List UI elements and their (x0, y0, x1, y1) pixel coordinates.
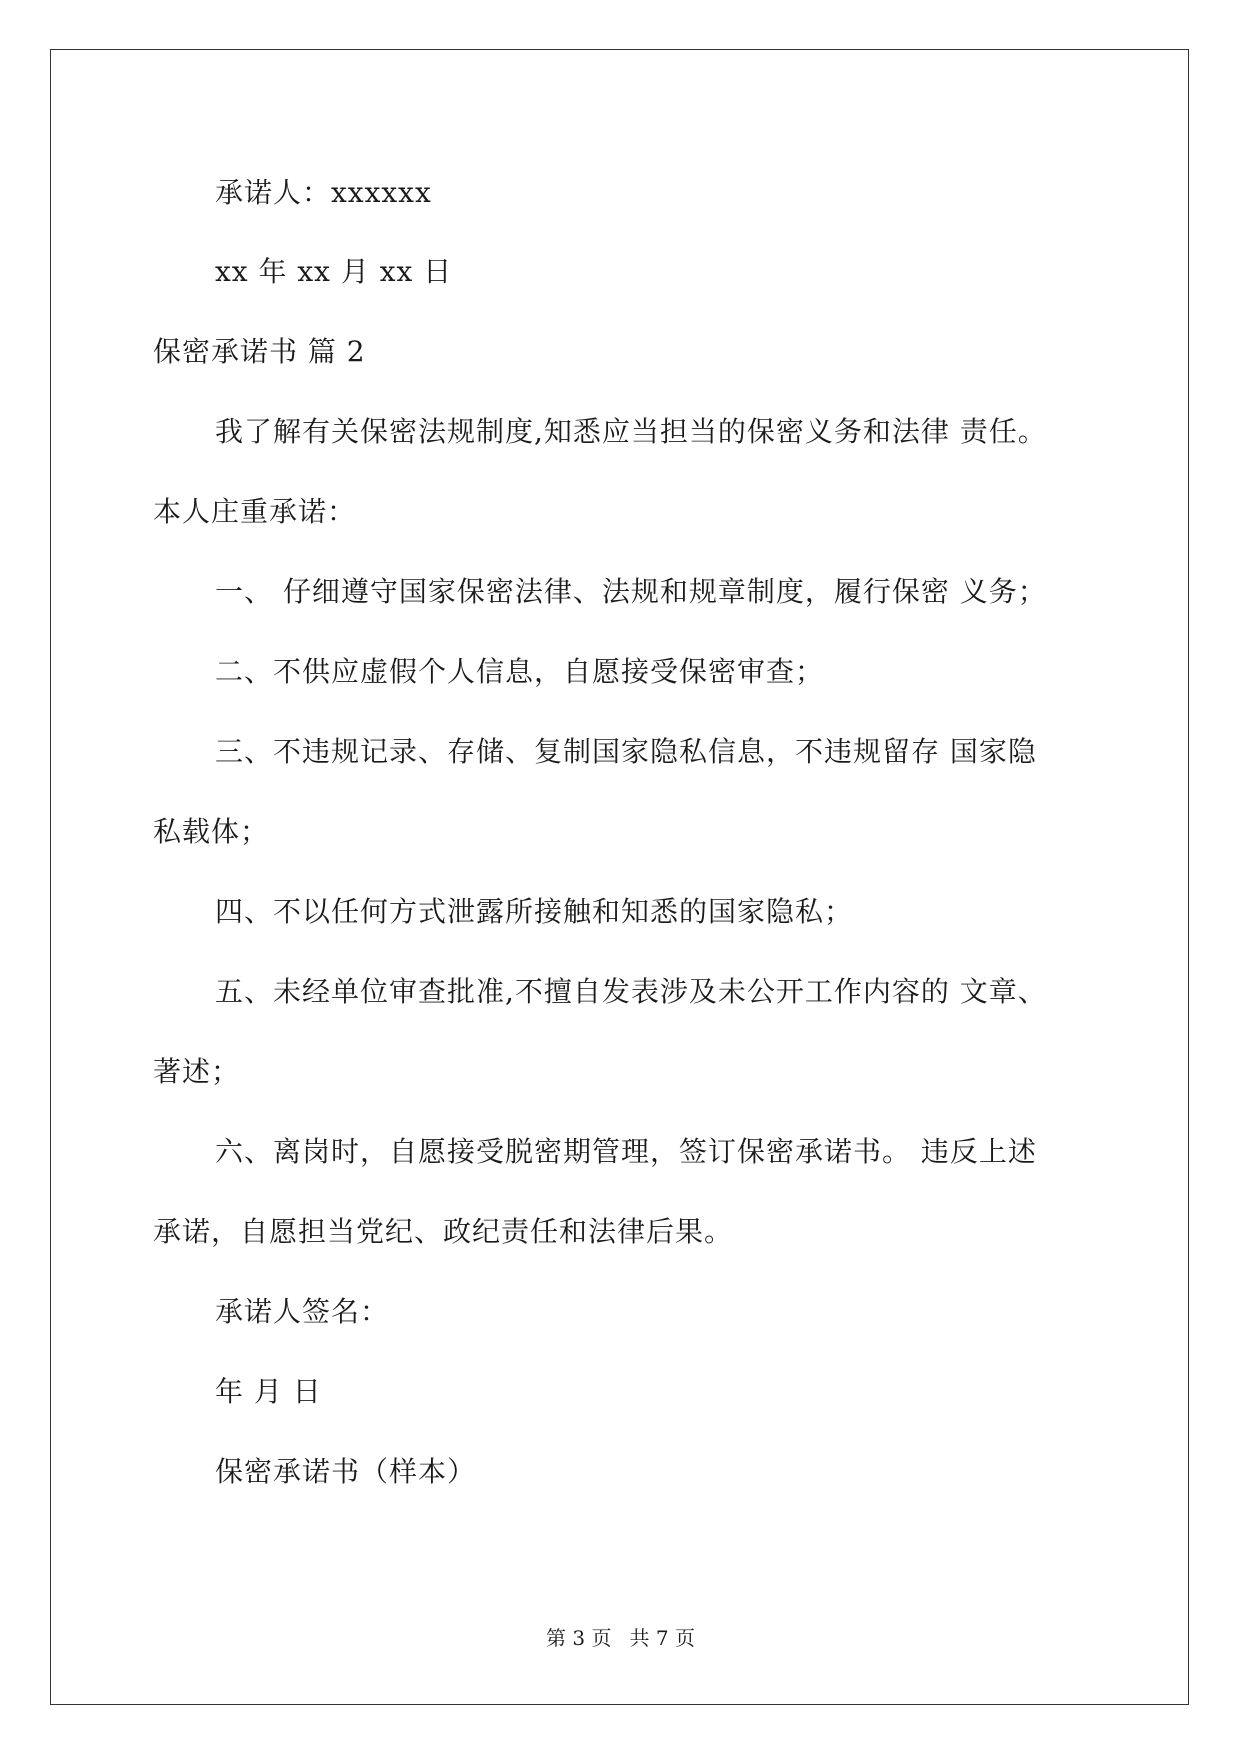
signature-date-line: 年 月 日 (215, 1375, 322, 1408)
page-footer (0, 1626, 1241, 1650)
next-section-heading: 保密承诺书（样本） (215, 1455, 477, 1488)
list-item-6-continued: 承诺，自愿担当党纪、政纪责任和法律后果。 (153, 1215, 734, 1248)
page-count: 共 7 页 (629, 1626, 695, 1650)
paragraph-line: 本人庄重承诺： (153, 495, 357, 528)
list-item-3-continued: 私载体； (153, 815, 270, 848)
list-item-5-continued: 著述； (153, 1055, 241, 1088)
paragraph-line: 我了解有关保密法规制度,知悉应当担当的保密义务和法律 责任。 (215, 415, 1047, 448)
list-item-1: 一、 仔细遵守国家保密法律、法规和规章制度，履行保密 义务； (215, 575, 1047, 608)
list-item-2: 二、不供应虚假个人信息，自愿接受保密审查； (215, 655, 825, 688)
signature-line: 承诺人签名： (215, 1295, 390, 1328)
date-line: xx 年 xx 月 xx 日 (215, 255, 453, 288)
section-heading: 保密承诺书 篇 2 (153, 335, 366, 368)
promisor-line: 承诺人：xxxxxx (215, 176, 432, 209)
list-item-6: 六、离岗时，自愿接受脱密期管理，签订保密承诺书。 违反上述 (215, 1135, 1037, 1168)
list-item-5: 五、未经单位审查批准,不擅自发表涉及未公开工作内容的 文章、 (215, 975, 1047, 1008)
list-item-3: 三、不违规记录、存储、复制国家隐私信息，不违规留存 国家隐 (215, 735, 1037, 768)
page-number: 第 3 页 (546, 1626, 612, 1650)
list-item-4: 四、不以任何方式泄露所接触和知悉的国家隐私； (215, 895, 854, 928)
